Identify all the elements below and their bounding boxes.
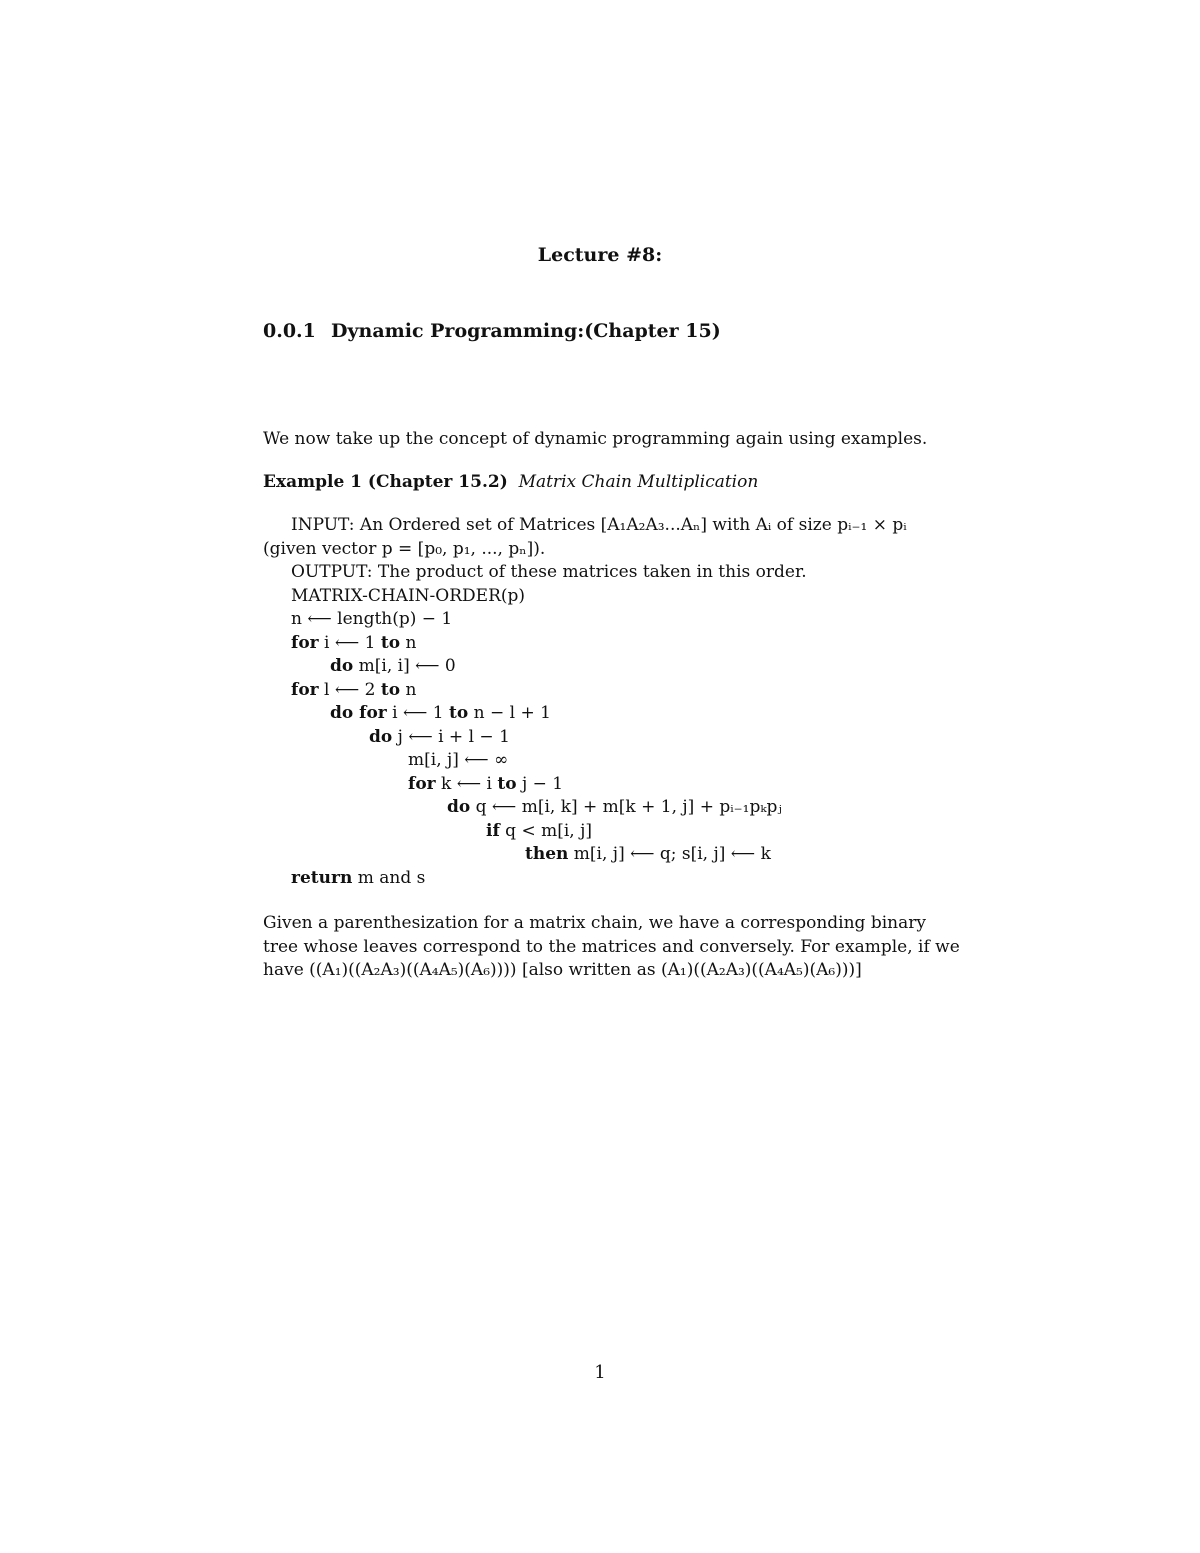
- keyword: to: [380, 679, 401, 700]
- pseudocode-line: [263, 867, 943, 891]
- pseudocode-line: [263, 702, 943, 726]
- page-number: 1: [594, 1362, 606, 1383]
- code-text: m and s: [352, 867, 426, 888]
- code-text: n − l + 1: [468, 703, 551, 723]
- pseudocode-lines: [263, 608, 943, 890]
- pseudocode-line: [263, 796, 943, 820]
- output-line: OUTPUT: The product of these matrices taken in this order.: [291, 562, 807, 582]
- code-text: j ⟵ i + l − 1: [392, 726, 510, 747]
- input-line: INPUT: An Ordered set of Matrices [A₁A₂A₃...Aₙ] with Aᵢ of size pᵢ₋₁ × pᵢ: [291, 515, 907, 535]
- section-title: Dynamic Programming:(Chapter 15): [331, 320, 721, 342]
- input-continuation: (given vector p = [p₀, p₁, ..., pₙ]).: [263, 538, 546, 559]
- paragraph-line: have ((A₁)((A₂A₃)((A₄A₅)(A₆)))) [also written as (A₁)((A₂A₃)((A₄A₅)(A₆)))]: [263, 960, 862, 980]
- keyword: return: [291, 867, 353, 888]
- keyword: do: [369, 726, 393, 747]
- pseudocode-line: [263, 843, 943, 867]
- example-heading: [263, 472, 758, 492]
- code-text: m[i, j] ⟵ q; s[i, j] ⟵ k: [568, 844, 771, 864]
- code-text: q ⟵ m[i, k] + m[k + 1, j] + pᵢ₋₁pₖpⱼ: [470, 797, 782, 817]
- keyword: to: [380, 632, 401, 653]
- keyword: do: [330, 656, 354, 676]
- algorithm-block: [263, 514, 943, 890]
- pseudocode-line: [263, 749, 943, 773]
- pseudocode-line: [263, 773, 943, 797]
- example-name: Matrix Chain Multiplication: [518, 472, 759, 492]
- keyword: to: [497, 773, 517, 794]
- code-text: l ⟵ 2: [318, 679, 381, 700]
- keyword: to: [449, 703, 469, 723]
- keyword: for: [291, 632, 319, 653]
- keyword: for: [408, 773, 436, 794]
- code-text: i ⟵ 1: [318, 632, 381, 653]
- pseudocode-line: [263, 726, 943, 750]
- keyword: do for: [330, 703, 387, 723]
- pseudocode-line: [263, 820, 943, 844]
- code-text: q < m[i, j]: [499, 820, 593, 841]
- code-text: m[i, j] ⟵ ∞: [408, 750, 509, 770]
- section-number: 0.0.1: [263, 320, 316, 342]
- code-text: n: [400, 632, 417, 653]
- pseudocode-line: [263, 608, 943, 632]
- code-text: n: [400, 679, 417, 700]
- code-text: n ⟵ length(p) − 1: [291, 609, 453, 629]
- pseudocode-line: [263, 679, 943, 703]
- paragraph-line: Given a parenthesization for a matrix chain, we have a corresponding binary: [263, 913, 926, 933]
- pseudocode-line: [263, 655, 943, 679]
- section-heading: [263, 320, 721, 342]
- keyword: do: [447, 797, 471, 817]
- page-title: Lecture #8:: [537, 244, 663, 266]
- code-text: j − 1: [516, 773, 564, 794]
- closing-paragraph: [263, 912, 960, 983]
- code-text: i ⟵ 1: [386, 703, 450, 723]
- keyword: if: [486, 820, 500, 841]
- example-label: Example 1 (Chapter 15.2): [263, 472, 508, 492]
- pseudocode-line: [263, 632, 943, 656]
- keyword: then: [525, 844, 569, 864]
- code-text: m[i, i] ⟵ 0: [353, 656, 456, 676]
- intro-paragraph: We now take up the concept of dynamic programming again using examples.: [263, 429, 928, 449]
- keyword: for: [291, 679, 319, 700]
- code-text: k ⟵ i: [435, 773, 498, 794]
- procedure-name: MATRIX-CHAIN-ORDER(p): [291, 585, 526, 606]
- paragraph-line: tree whose leaves correspond to the matrices and conversely. For example, if we: [263, 936, 960, 957]
